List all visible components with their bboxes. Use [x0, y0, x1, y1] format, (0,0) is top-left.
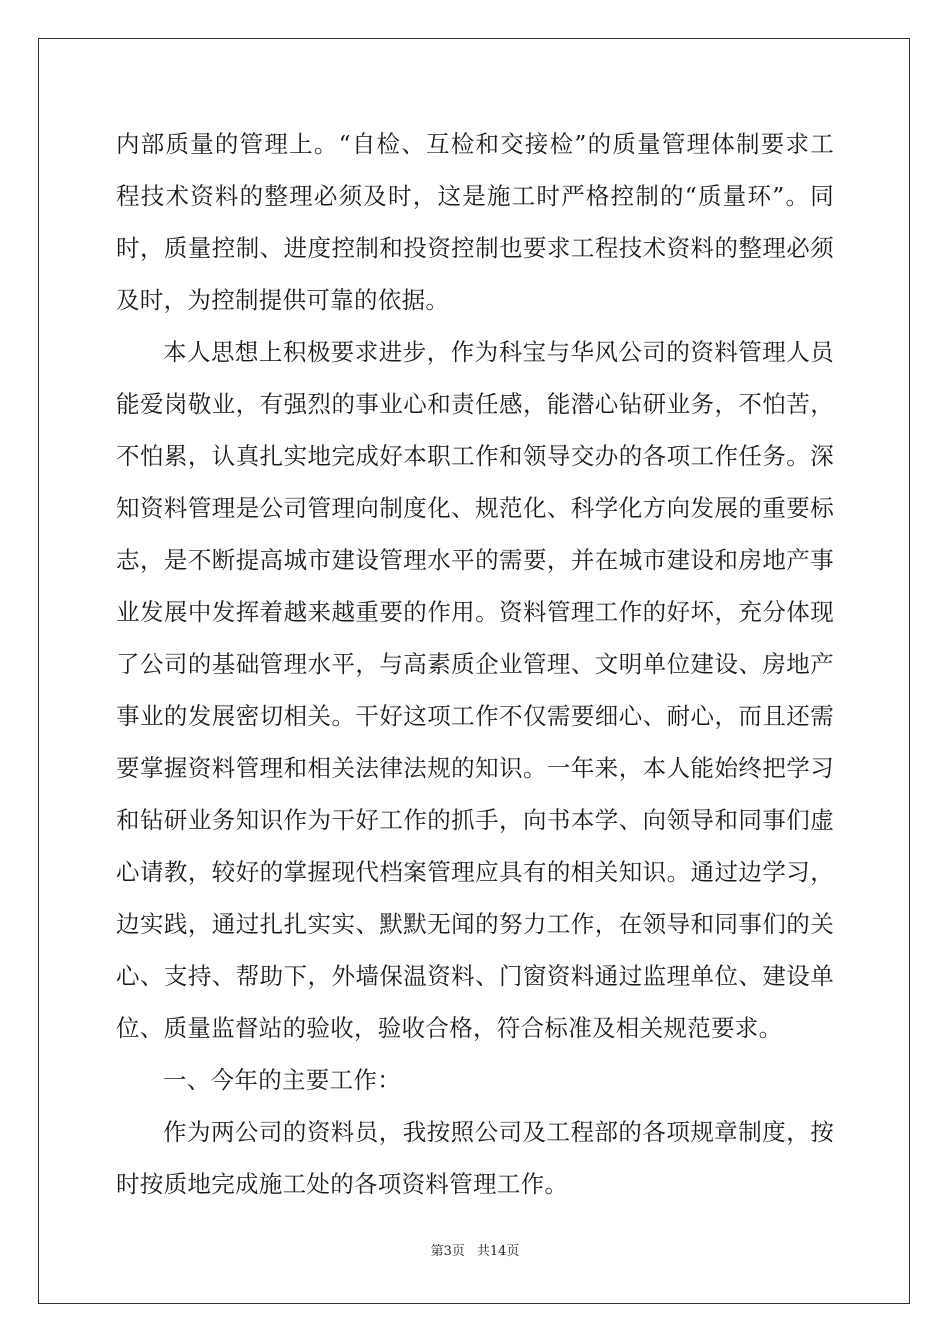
- text-line: 一、今年的主要工作：: [163, 1066, 401, 1094]
- page-footer: [0, 1240, 950, 1259]
- text-line: 要掌握资料管理和相关法律法规的知识。一年来，本人能始终把学习: [116, 754, 834, 782]
- text-line: 能爱岗敬业，有强烈的事业心和责任感，能潜心钻研业务，不怕苦，: [116, 390, 834, 418]
- text-line: 及时，为控制提供可靠的依据。: [116, 286, 450, 314]
- text-line: 知资料管理是公司管理向制度化、规范化、科学化方向发展的重要标: [116, 494, 834, 522]
- text-line: 位、质量监督站的验收，验收合格，符合标准及相关规范要求。: [116, 1014, 783, 1042]
- page-total: 共14页: [476, 1244, 520, 1259]
- page-number: 第3页: [430, 1244, 465, 1259]
- text-line: 和钻研业务知识作为干好工作的抓手，向书本学、向领导和同事们虚: [116, 806, 834, 834]
- text-line: 程技术资料的整理必须及时，这是施工时严格控制的“质量环”。同: [116, 182, 834, 210]
- text-line: 时按质地完成施工处的各项资料管理工作。: [116, 1170, 569, 1198]
- text-line: 本人思想上积极要求进步，作为科宝与华风公司的资料管理人员: [163, 338, 834, 366]
- text-line: 事业的发展密切相关。干好这项工作不仅需要细心、耐心，而且还需: [116, 702, 834, 730]
- text-line: 内部质量的管理上。“自检、互检和交接检”的质量管理体制要求工: [116, 130, 834, 158]
- document-body: [116, 124, 834, 1216]
- text-line: 心请教，较好的掌握现代档案管理应具有的相关知识。通过边学习，: [116, 858, 834, 886]
- text-line: 时，质量控制、进度控制和投资控制也要求工程技术资料的整理必须: [116, 234, 834, 262]
- text-line: 心、支持、帮助下，外墙保温资料、门窗资料通过监理单位、建设单: [116, 962, 834, 990]
- text-line: 业发展中发挥着越来越重要的作用。资料管理工作的好坏，充分体现: [116, 598, 834, 626]
- text-line: 了公司的基础管理水平，与高素质企业管理、文明单位建设、房地产: [116, 650, 834, 678]
- text-line: 志，是不断提高城市建设管理水平的需要，并在城市建设和房地产事: [116, 546, 834, 574]
- text-line: 不怕累，认真扎实地完成好本职工作和领导交办的各项工作任务。深: [116, 442, 834, 470]
- text-line: 边实践，通过扎扎实实、默默无闻的努力工作，在领导和同事们的关: [116, 910, 834, 938]
- text-line: 作为两公司的资料员，我按照公司及工程部的各项规章制度，按: [163, 1118, 834, 1146]
